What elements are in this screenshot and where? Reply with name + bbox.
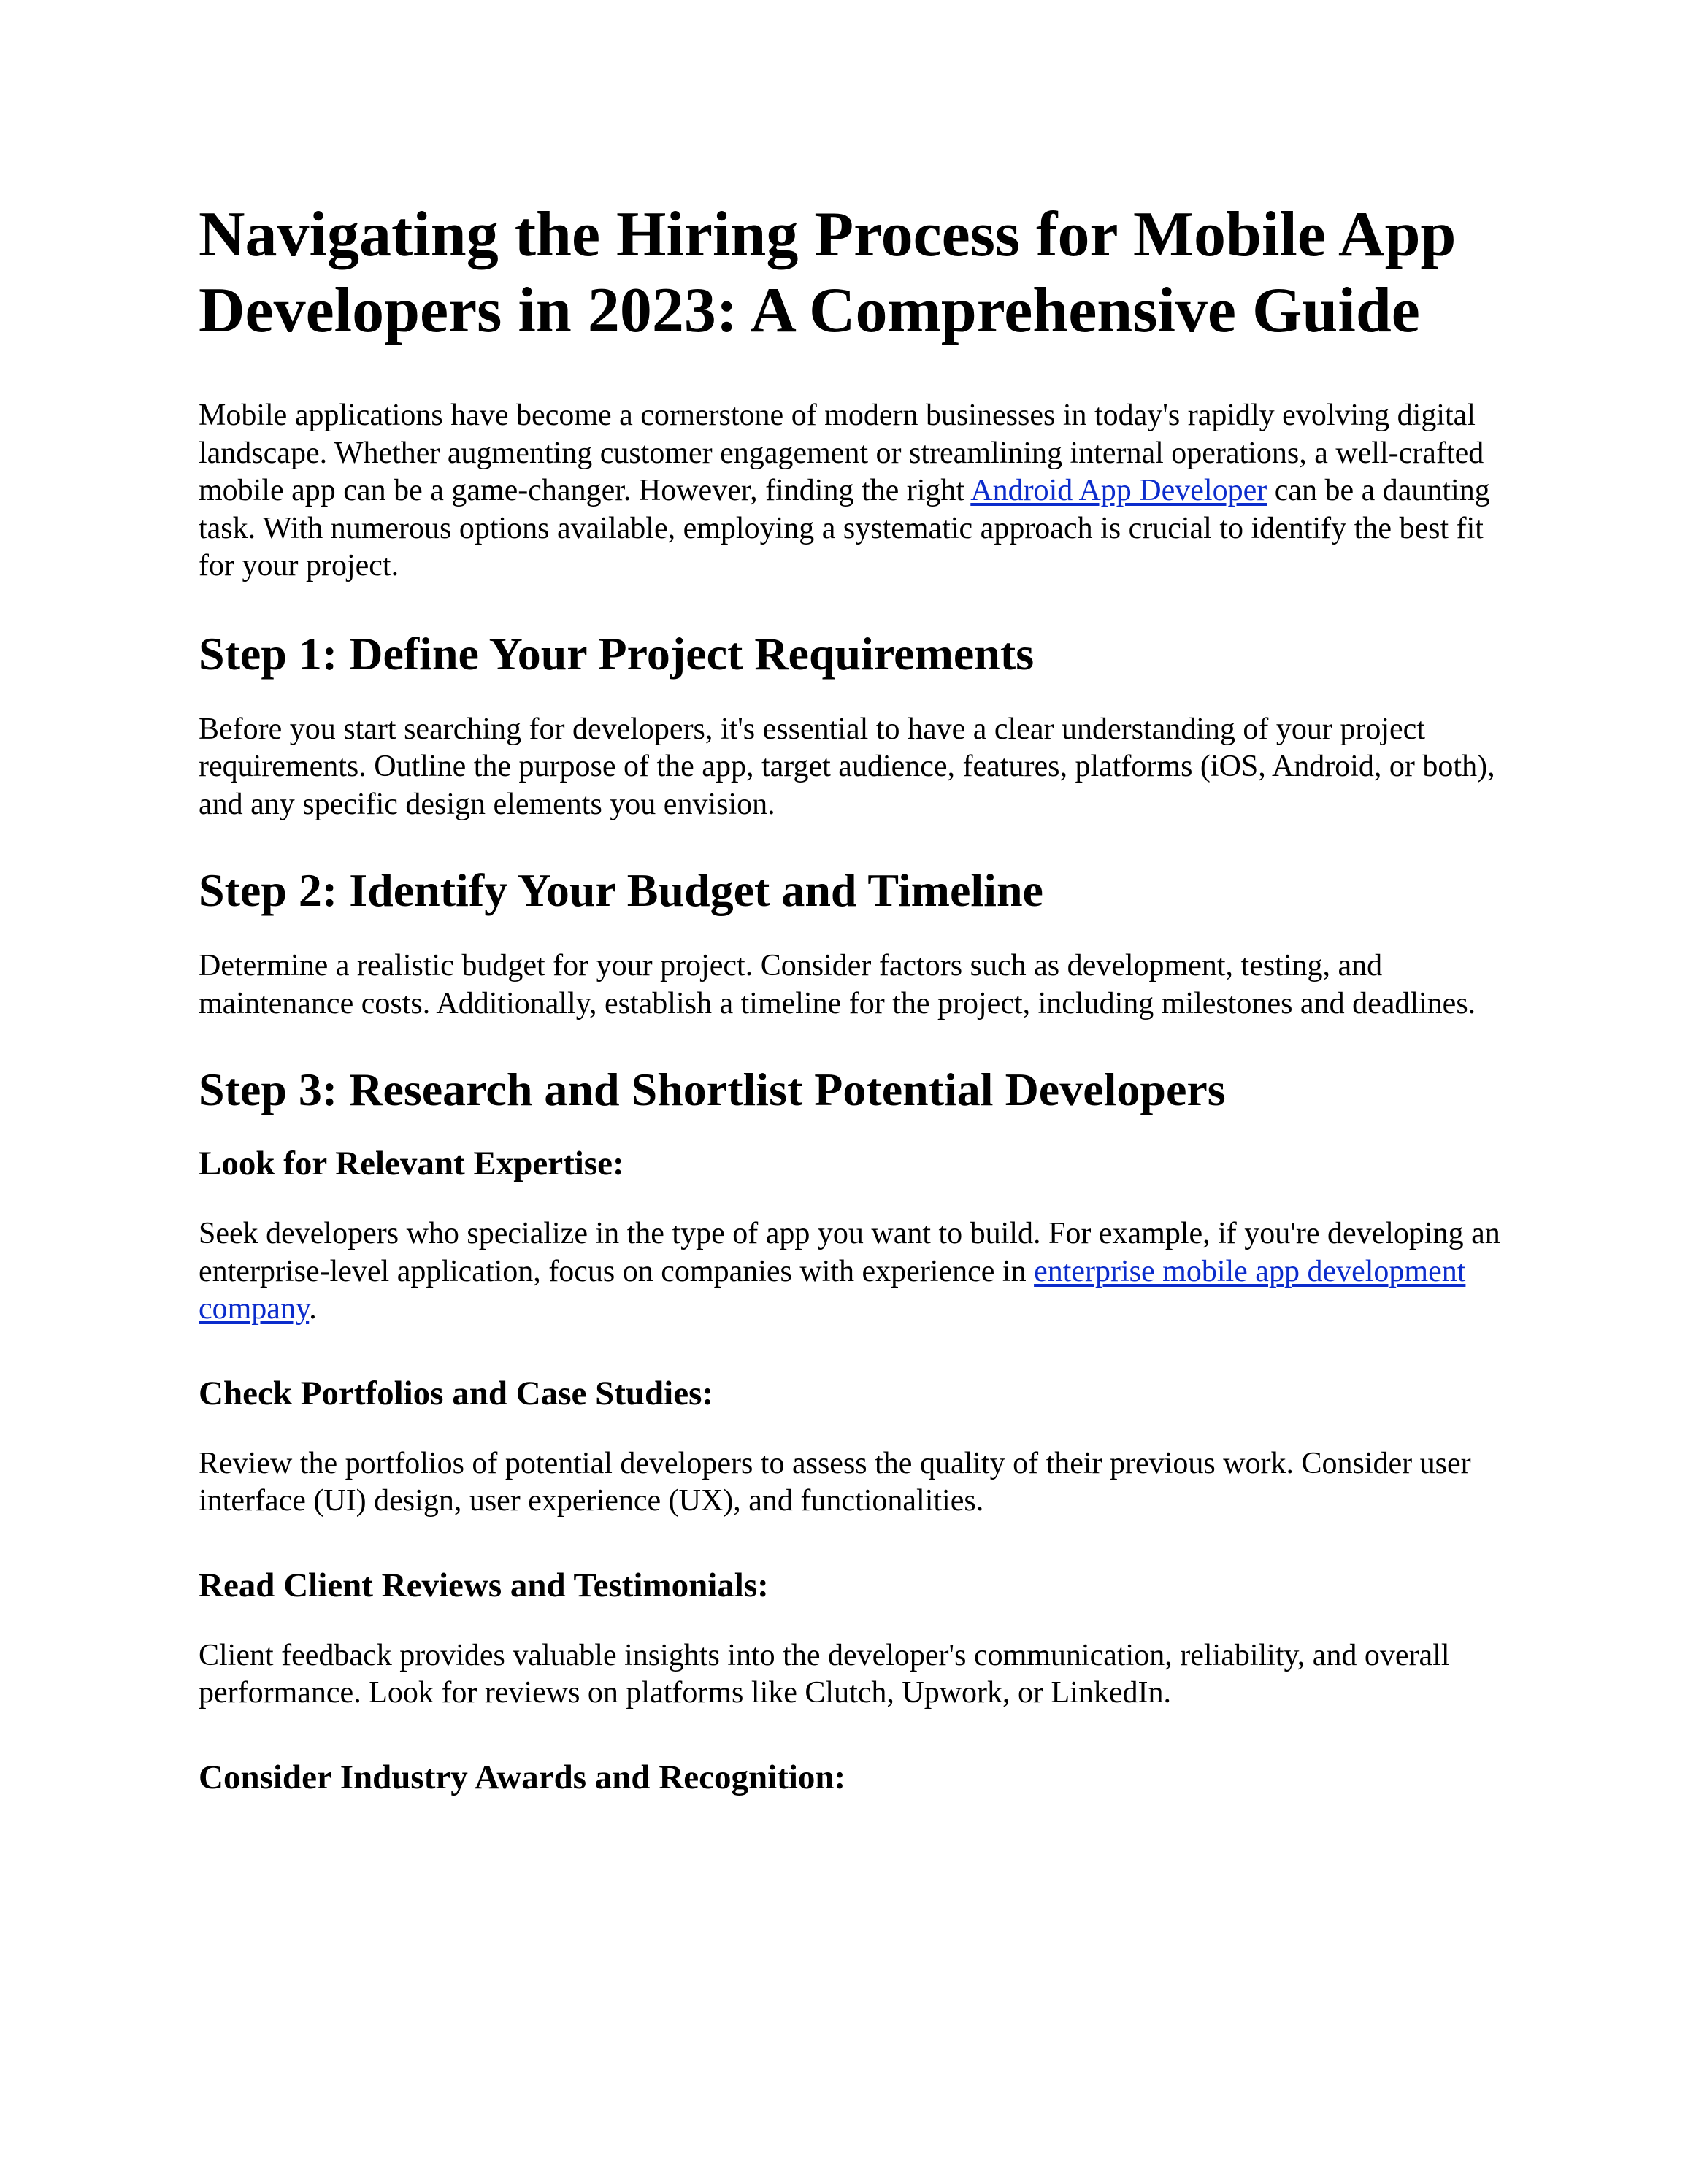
- step1-heading: Step 1: Define Your Project Requirements: [199, 627, 1035, 680]
- subsection-body-expertise: [199, 1215, 1505, 1329]
- step3-heading: Step 3: Research and Shortlist Potential Developers: [199, 1064, 1226, 1115]
- intro-paragraph: [199, 397, 1505, 585]
- intro-text-before-link: Mobile applications have become a cornerstone of modern businesses in today's rapidly evolving digital landscape. Whether augmenting customer engagement or streamlining internal operations, a well-crafted mobile app can be a game-changer. However, finding the right: [199, 399, 1484, 507]
- intro-text-after-link: can be a daunting task. With numerous options available, employing a systematic approach is crucial to identify the best fit for your project.: [199, 474, 1490, 582]
- android-app-developer-link[interactable]: Android App Developer: [970, 474, 1267, 507]
- subsection-heading-awards: Consider Industry Awards and Recognition:: [199, 1758, 846, 1796]
- subsection-heading-reviews: Read Client Reviews and Testimonials:: [199, 1566, 769, 1604]
- step2-heading: Step 2: Identify Your Budget and Timeline: [199, 864, 1043, 916]
- document-page: [199, 197, 1505, 1829]
- enterprise-app-development-link[interactable]: enterprise mobile app development company: [199, 1254, 1466, 1326]
- expertise-text-after-link: .: [309, 1292, 317, 1326]
- subsection-body-reviews: Client feedback provides valuable insights into the developer's communication, reliability, and overall performance. Look for reviews on platforms like Clutch, Upwork, or LinkedIn.: [199, 1638, 1450, 1710]
- expertise-text-before-link: Seek developers who specialize in the type of app you want to build. For example, if you're developing an enterprise-level application, focus on companies with experience in: [199, 1217, 1500, 1288]
- step1-body: Before you start searching for developers, it's essential to have a clear understanding of your project requirements. Outline the purpose of the app, target audience, features, platforms (iOS, Android, or both), and any specific design elements you envision.: [199, 712, 1495, 821]
- subsection-heading-portfolios: Check Portfolios and Case Studies:: [199, 1374, 714, 1412]
- subsection-body-portfolios: Review the portfolios of potential developers to assess the quality of their previous work. Consider user interface (UI) design, user experience (UX), and functionalities.: [199, 1446, 1471, 1518]
- step2-body: Determine a realistic budget for your project. Consider factors such as development, testing, and maintenance costs. Additionally, establish a timeline for the project, including milestones and deadlines.: [199, 949, 1476, 1020]
- page-title: Navigating the Hiring Process for Mobile App Developers in 2023: A Comprehensive Guide: [199, 199, 1457, 346]
- subsection-heading-expertise: Look for Relevant Expertise:: [199, 1145, 624, 1183]
